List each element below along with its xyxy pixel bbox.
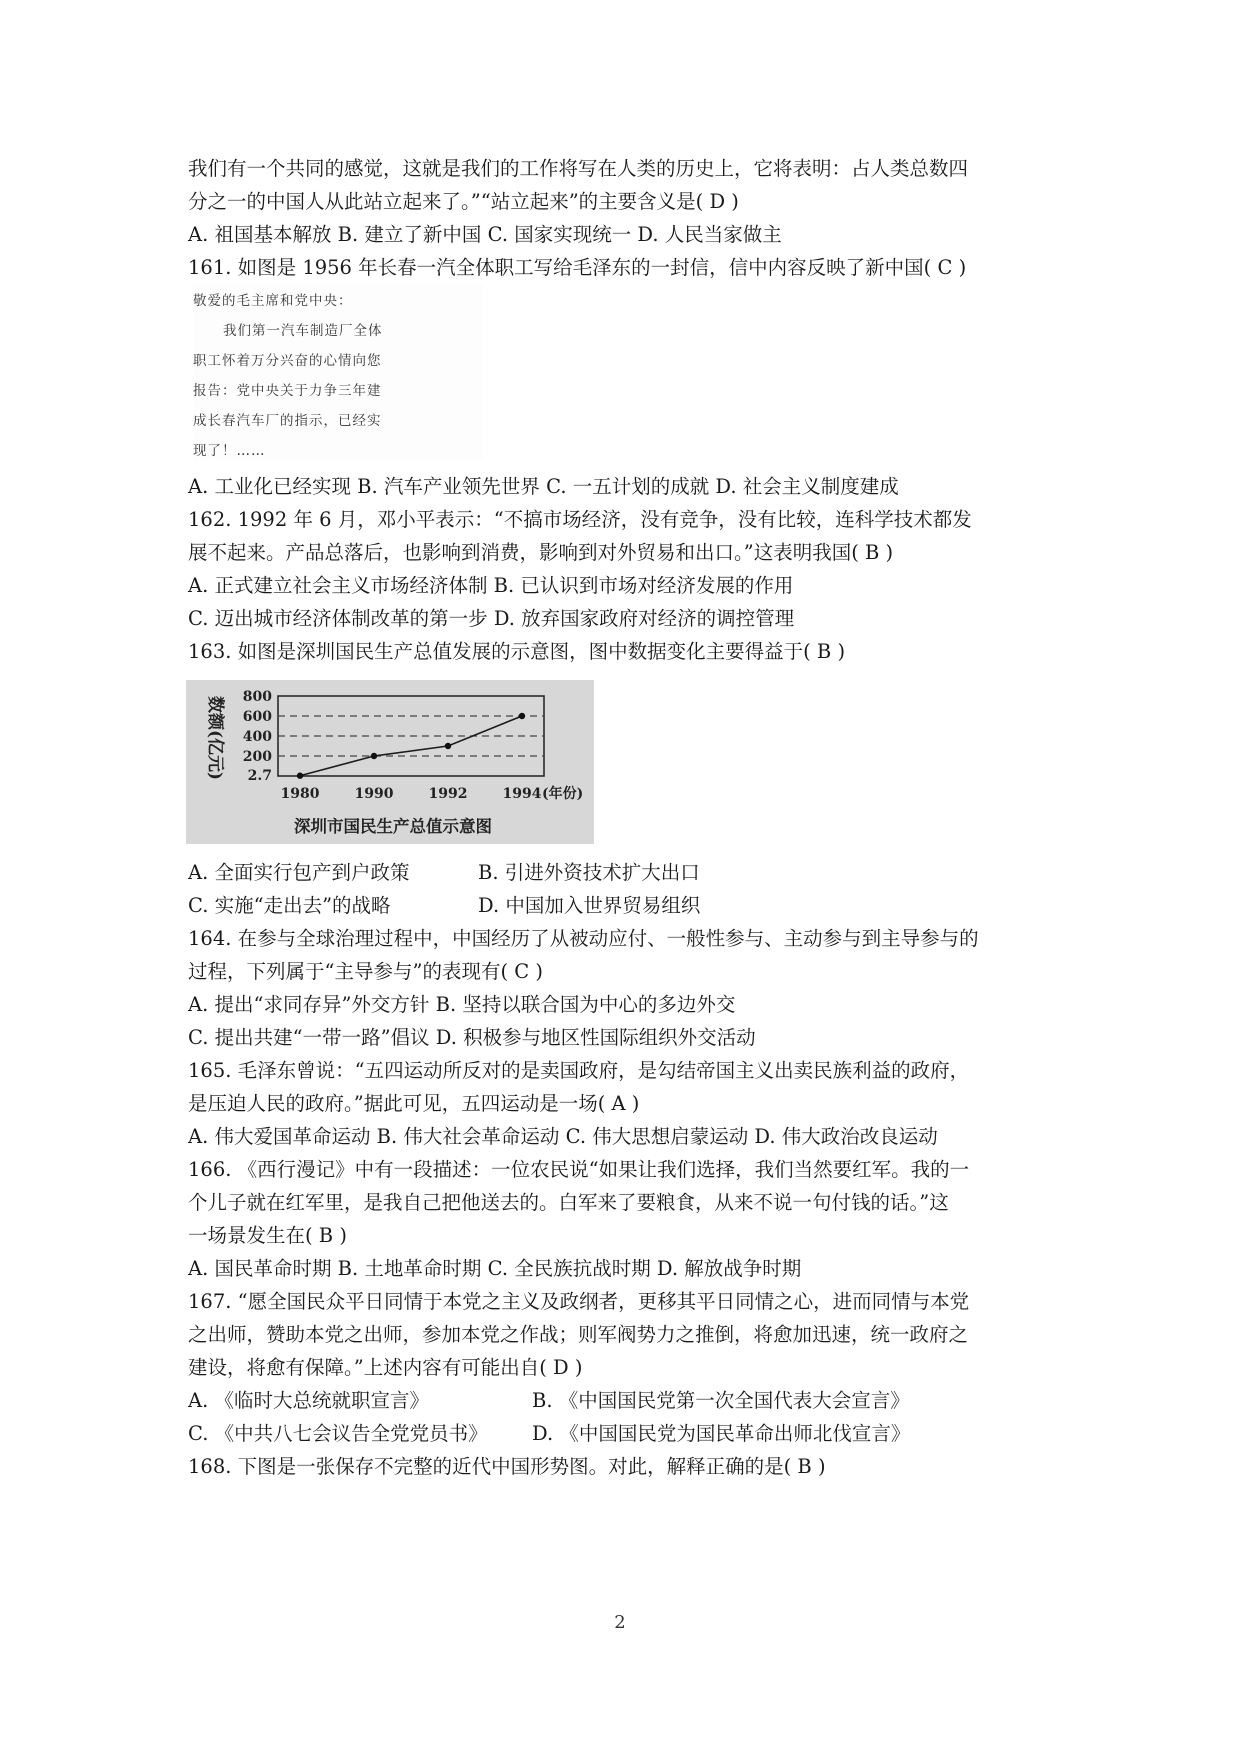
text-block-q163-options <box>188 856 1060 922</box>
text-line: A. 国民革命时期 B. 土地革命时期 C. 全民族抗战时期 D. 解放战争时期 <box>188 1257 802 1280</box>
y-axis-label: 数额(亿元) <box>205 695 225 781</box>
option-d: D. 中国加入世界贸易组织 <box>478 894 701 917</box>
option-b: B. 引进外资技术扩大出口 <box>478 861 700 884</box>
letter-line: 现了！…… <box>193 443 266 459</box>
option-c: C. 《中共八七会议告全党党员书》 <box>188 1422 488 1445</box>
x-tick-label: 1980 <box>280 786 320 802</box>
text-line: 161. 如图是 1956 年长春一汽全体职工写给毛泽东的一封信，信中内容反映了新中国( C ) <box>188 256 967 279</box>
text-line: 一场景发生在( B ) <box>188 1224 347 1247</box>
text-block-mid <box>188 470 1060 668</box>
text-line: 过程，下列属于“主导参与”的表现有( C ) <box>188 960 543 983</box>
text-line: 162. 1992 年 6 月，邓小平表示：“不搞市场经济，没有竞争，没有比较，连科学技术都发 <box>188 508 972 531</box>
option-a: A. 全面实行包产到户政策 <box>188 861 410 884</box>
letter-line: 报告：党中央关于力争三年建 <box>193 383 382 399</box>
option-b: B. 《中国国民党第一次全国代表大会宣言》 <box>532 1389 910 1412</box>
letter-line: 敬爱的毛主席和党中央： <box>193 293 353 309</box>
y-tick-label: 200 <box>242 749 272 765</box>
option-row <box>188 856 1060 889</box>
text-line: 个儿子就在红军里，是我自己把他送去的。白军来了要粮食，从来不说一句付钱的话。”这 <box>188 1191 949 1214</box>
text-line: 168. 下图是一张保存不完整的近代中国形势图。对此，解释正确的是( B ) <box>188 1455 826 1478</box>
option-c: C. 实施“走出去”的战略 <box>188 894 391 917</box>
text-line: A. 正式建立社会主义市场经济体制 B. 已认识到市场对经济发展的作用 <box>188 574 794 597</box>
x-tick-label: 1994 <box>502 786 542 802</box>
option-row <box>188 889 1060 922</box>
x-tick-label: 1992 <box>428 786 468 802</box>
text-line: 167. “愿全国民众平日同情于本党之主义及政纲者，更移其平日同情之心，进而同情与本党 <box>188 1290 970 1313</box>
text-line: A. 提出“求同存异”外交方针 B. 坚持以联合国为中心的多边外交 <box>188 993 736 1016</box>
option-a: A. 《临时大总统就职宣言》 <box>188 1389 429 1412</box>
data-point <box>371 753 377 759</box>
text-line: 165. 毛泽东曾说：“五四运动所反对的是卖国政府，是勾结帝国主义出卖民族利益的政府， <box>188 1059 970 1082</box>
option-d: D. 《中国国民党为国民革命出师北伐宣言》 <box>532 1422 911 1445</box>
text-line: A. 伟大爱国革命运动 B. 伟大社会革命运动 C. 伟大思想启蒙运动 D. 伟大政治改良运动 <box>188 1125 938 1148</box>
text-line: 166. 《西行漫记》中有一段描述：一位农民说“如果让我们选择，我们当然要红军。我的一 <box>188 1158 970 1181</box>
letter-image <box>193 285 483 460</box>
y-tick-label: 400 <box>242 729 272 745</box>
x-tick-label: 1990 <box>354 786 394 802</box>
y-tick-label: 800 <box>242 689 272 705</box>
x-axis-label: (年份) <box>542 786 584 802</box>
text-line: 是压迫人民的政府。”据此可见，五四运动是一场( A ) <box>188 1092 640 1115</box>
letter-line: 职工怀着万分兴奋的心情向您 <box>193 353 382 369</box>
gdp-chart <box>186 680 594 844</box>
y-tick-label: 600 <box>242 709 272 725</box>
text-line: A. 工业化已经实现 B. 汽车产业领先世界 C. 一五计划的成就 D. 社会主义制度建成 <box>188 475 899 498</box>
text-block-q164-167 <box>188 922 1060 1483</box>
data-point <box>297 773 303 779</box>
gdp-chart-image <box>186 680 594 844</box>
page-number: 2 <box>614 1612 626 1633</box>
letter-line: 成长春汽车厂的指示，已经实 <box>193 413 382 429</box>
text-line: 分之一的中国人从此站立起来了。”“站立起来”的主要含义是( D ) <box>188 190 739 213</box>
data-point <box>519 713 525 719</box>
text-line: 163. 如图是深圳国民生产总值发展的示意图，图中数据变化主要得益于( B ) <box>188 640 846 663</box>
chart-title: 深圳市国民生产总值示意图 <box>294 817 492 836</box>
letter-line: 我们第一汽车制造厂全体 <box>223 323 383 339</box>
text-line: C. 提出共建“一带一路”倡议 D. 积极参与地区性国际组织外交活动 <box>188 1026 756 1049</box>
text-line: A. 祖国基本解放 B. 建立了新中国 C. 国家实现统一 D. 人民当家做主 <box>188 223 782 246</box>
data-point <box>445 743 451 749</box>
text-line: 之出师，赞助本党之出师，参加本党之作战；则军阀势力之推倒，将愈加迅速，统一政府之 <box>188 1323 969 1346</box>
text-line: 164. 在参与全球治理过程中，中国经历了从被动应付、一般性参与、主动参与到主导参与的 <box>188 927 979 950</box>
text-block-top <box>188 152 1060 284</box>
option-row <box>188 1417 1060 1450</box>
text-line: 建设，将愈有保障。”上述内容有可能出自( D ) <box>188 1356 583 1379</box>
text-line: C. 迈出城市经济体制改革的第一步 D. 放弃国家政府对经济的调控管理 <box>188 607 795 630</box>
option-row <box>188 1384 1060 1417</box>
y-tick-label: 2.7 <box>247 768 272 785</box>
text-line: 我们有一个共同的感觉，这就是我们的工作将写在人类的历史上，它将表明：占人类总数四 <box>188 157 969 180</box>
text-line: 展不起来。产品总落后，也影响到消费，影响到对外贸易和出口。”这表明我国( B ) <box>188 541 894 564</box>
